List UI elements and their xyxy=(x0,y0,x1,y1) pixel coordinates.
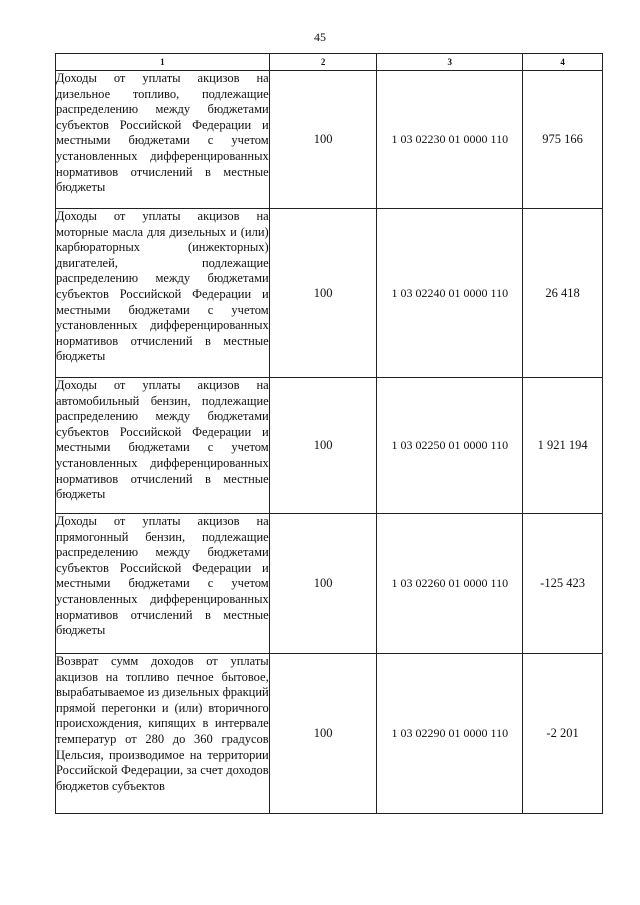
row-admin-code: 100 xyxy=(269,654,377,814)
table-row xyxy=(56,209,603,378)
table-row xyxy=(56,71,603,209)
row-admin-code: 100 xyxy=(269,514,377,654)
row-kbk: 1 03 02250 01 0000 110 xyxy=(377,378,523,514)
row-description: Доходы от уплаты акцизов на моторные масла для дизельных и (или) карбюраторных (инжекторных) двигателей, подлежащие распределению между бюджетами субъектов Российской Федерации и местными бюджетами с учетом установленных дифференцированных нормативов отчислений в местные бюджеты xyxy=(56,209,270,378)
row-amount: 26 418 xyxy=(523,209,603,378)
row-kbk: 1 03 02230 01 0000 110 xyxy=(377,71,523,209)
row-amount: 1 921 194 xyxy=(523,378,603,514)
row-description: Доходы от уплаты акцизов на дизельное топливо, подлежащие распределению между бюджетами субъектов Российской Федерации и местными бюджетами с учетом установленных дифференцированных нормативов отчислений в местные бюджеты xyxy=(56,71,270,209)
row-description: Доходы от уплаты акцизов на прямогонный бензин, подлежащие распределению между бюджетами субъектов Российской Федерации и местными бюджетами с учетом установленных дифференцированных нормативов отчислений в местные бюджеты xyxy=(56,514,270,654)
column-header-description: 1 xyxy=(56,54,270,71)
row-admin-code: 100 xyxy=(269,209,377,378)
row-description: Доходы от уплаты акцизов на автомобильный бензин, подлежащие распределению между бюджетами субъектов Российской Федерации и местными бюджетами с учетом установленных дифференцированных нормативов отчислений в местные бюджеты xyxy=(56,378,270,514)
row-amount: -125 423 xyxy=(523,514,603,654)
row-amount: 975 166 xyxy=(523,71,603,209)
row-description: Возврат сумм доходов от уплаты акцизов на топливо печное бытовое, вырабатываемое из дизельных фракций прямой перегонки и (или) вторичного происхождения, кипящих в интервале температур от 280 до 360 градусов Цельсия, производимое на территории Российской Федерации, за счет доходов бюджетов субъектов xyxy=(56,654,270,814)
row-admin-code: 100 xyxy=(269,71,377,209)
table-row xyxy=(56,654,603,814)
column-header-kbk: 3 xyxy=(377,54,523,71)
revenue-table xyxy=(55,53,603,814)
column-header-amount: 4 xyxy=(523,54,603,71)
row-kbk: 1 03 02260 01 0000 110 xyxy=(377,514,523,654)
table-header-row xyxy=(56,54,603,71)
column-header-admin-code: 2 xyxy=(269,54,377,71)
page-number: 45 xyxy=(314,30,326,44)
row-admin-code: 100 xyxy=(269,378,377,514)
row-kbk: 1 03 02240 01 0000 110 xyxy=(377,209,523,378)
table-row xyxy=(56,378,603,514)
row-kbk: 1 03 02290 01 0000 110 xyxy=(377,654,523,814)
table-row xyxy=(56,514,603,654)
row-amount: -2 201 xyxy=(523,654,603,814)
